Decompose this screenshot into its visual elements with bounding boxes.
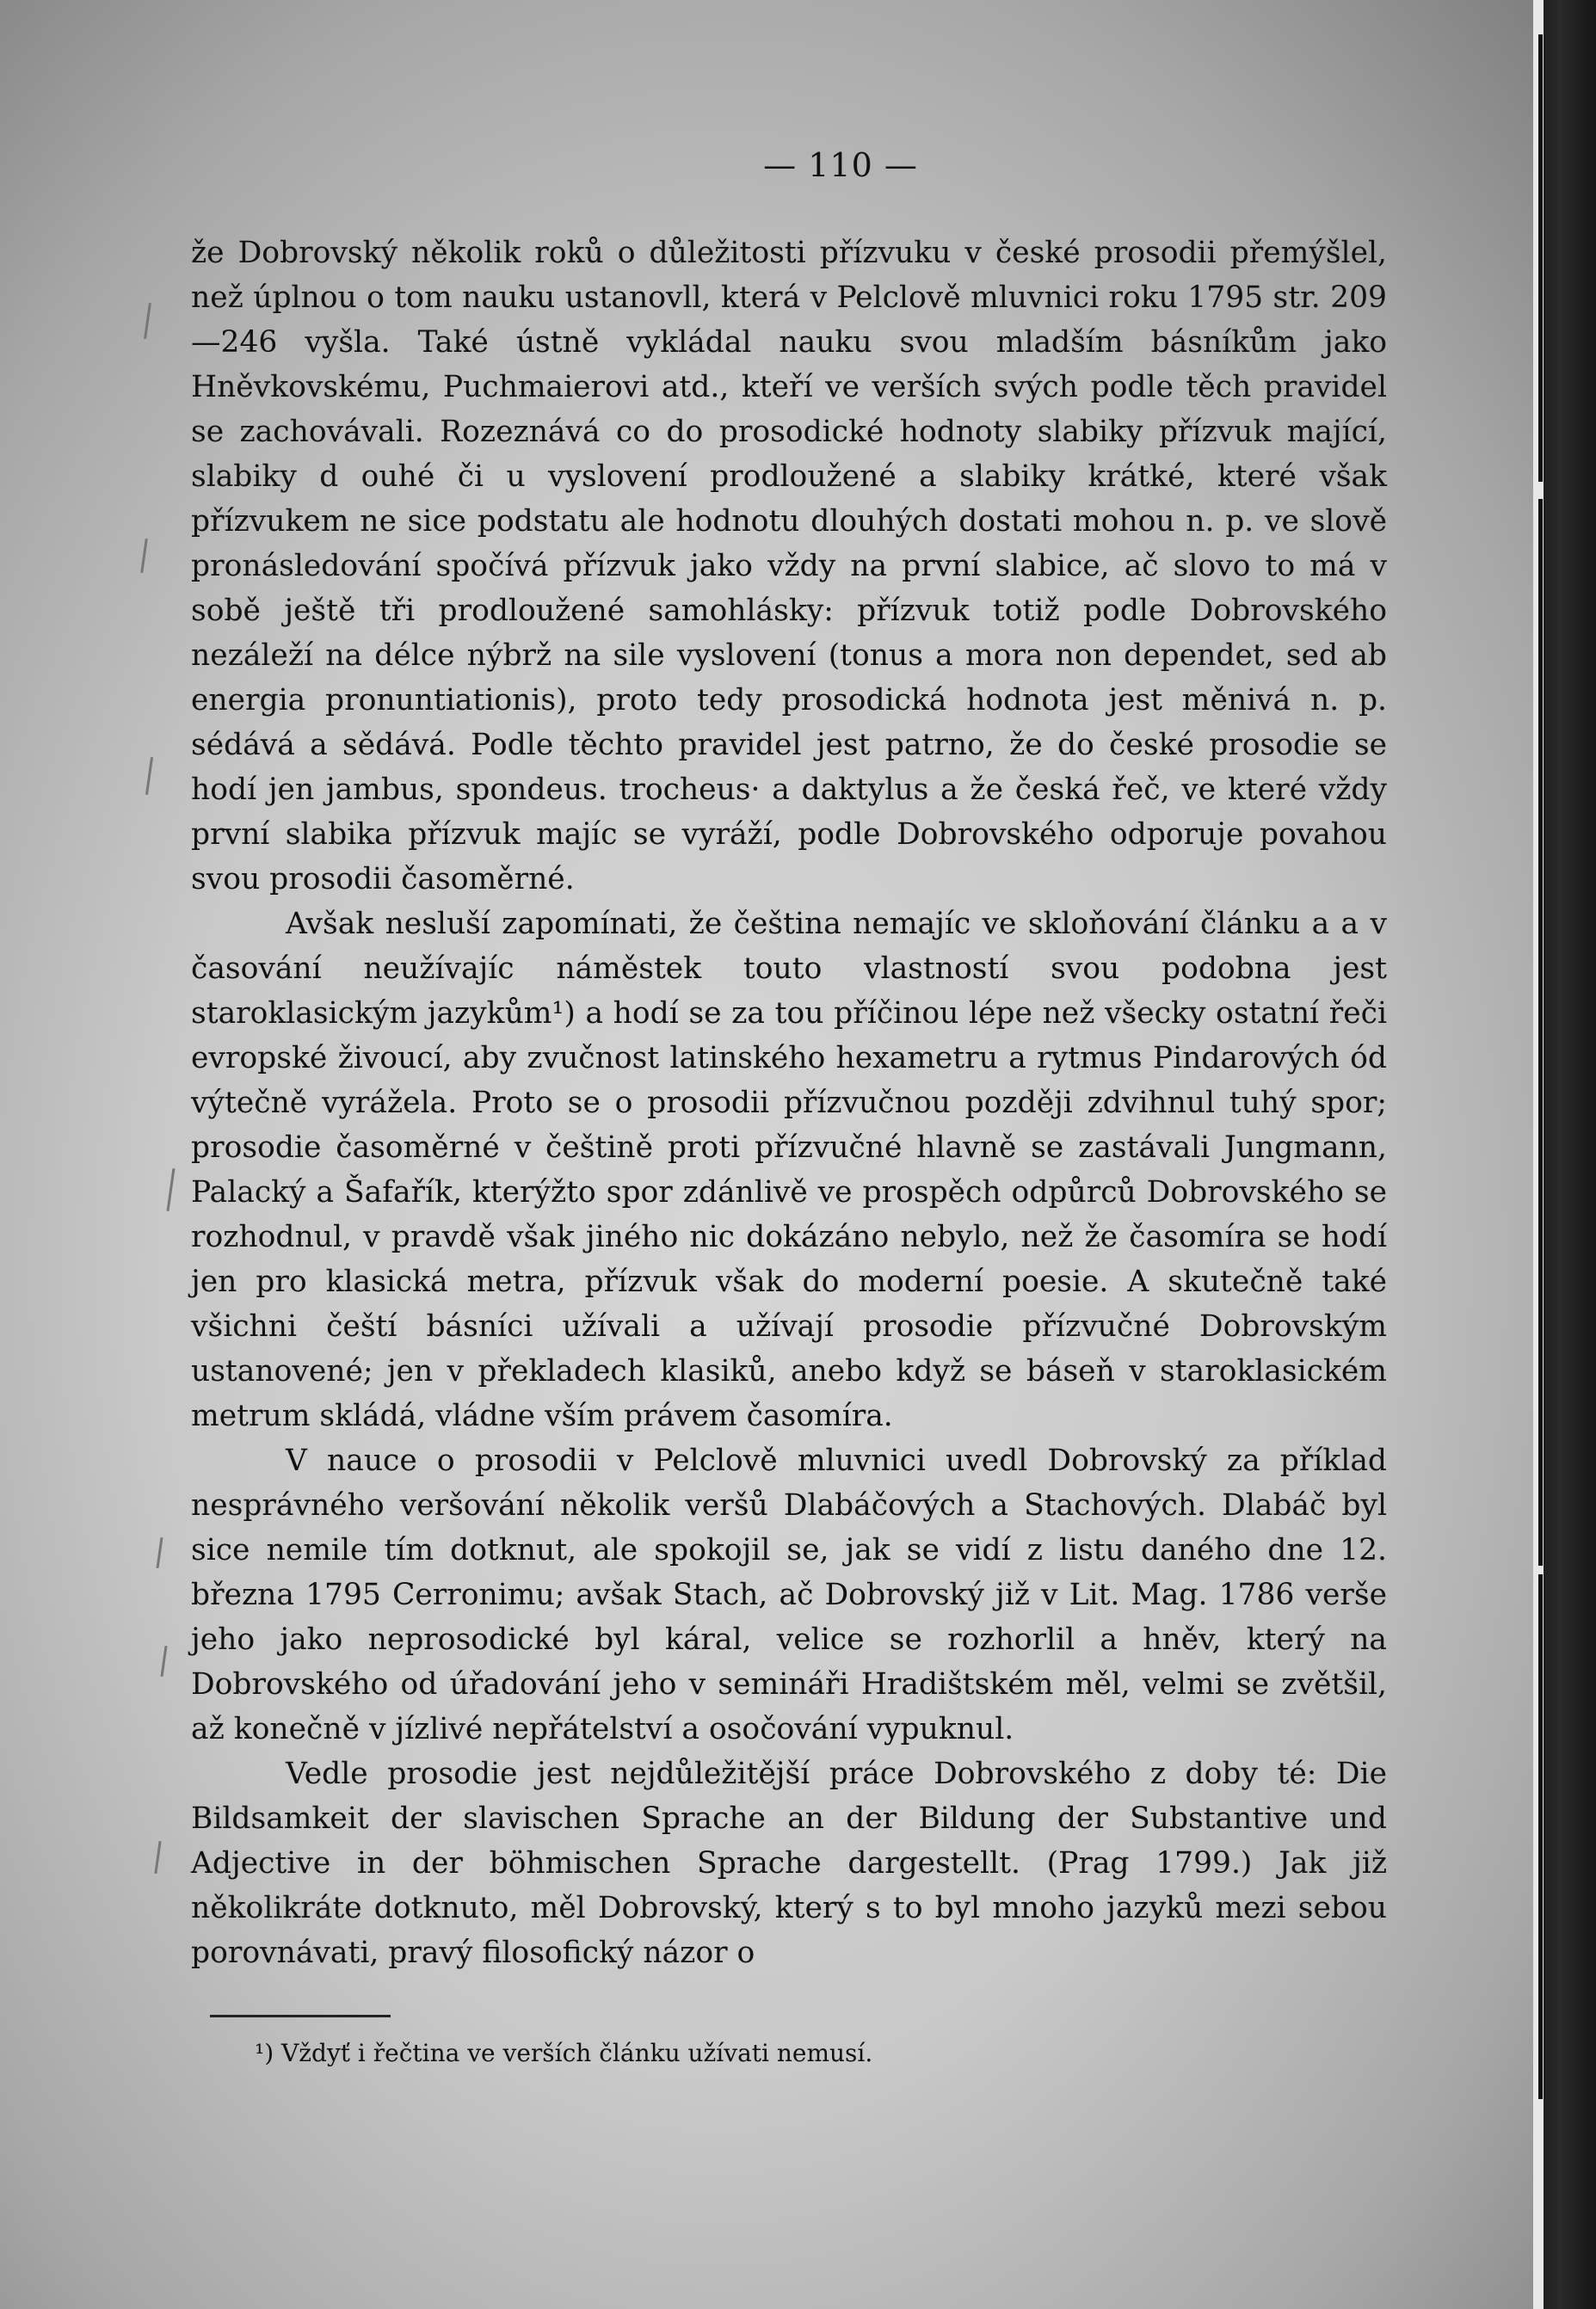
paragraph: V nauce o prosodii v Pelclově mluvnici uvedl Dobrovský za příklad nesprávného veršování několik veršů Dlabáčových a Stachových. Dlabáč byl sice nemile tím dotknut, ale spokojil se, jak se vidí z listu daného dne 12. března 1795 Cerronimu; avšak Stach, ač Dobrovský již v Lit. Mag. 1786 verše jeho jako neprosodické byl káral, velice se rozhorlil a hněv, který na Dobrovského od úřadování jeho v semináři Hradištském měl, velmi se zvětšil, až konečně v jízlivé nepřátelství a osočování vypuknul. xyxy=(191,1444,1387,1746)
margin-rule-middle xyxy=(1538,499,1543,1566)
body-text xyxy=(191,231,1387,1975)
margin-rule-bottom xyxy=(1538,1574,1543,2099)
footnote: ¹) Vždyť i řečtina ve verších článku užívati nemusí. xyxy=(255,2039,873,2067)
paragraph: že Dobrovský několik roků o důležitosti přízvuku v české prosodii přemýšlel, než úplnou o tom nauku ustanovll, která v Pelclově mluvnici roku 1795 str. 209—246 vyšla. Také ústně vykládal nauku svou mladším básníkům jako Hněvkovskému, Puchmaierovi atd., kteří ve verších svých podle těch pravidel se zachovávali. Rozeznává co do prosodické hodnoty slabiky přízvuk mající, slabiky d ouhé či u vyslovení prodloužené a slabiky krátké, které však přízvukem ne sice podstatu ale hodnotu dlouhých dostati mohou n. p. ve slově pronásledování spočívá přízvuk jako vždy na první slabice, ač slovo to má v sobě ještě tři prodloužené samohlásky: přízvuk totiž podle Dobrovského nezáleží na délce nýbrž na sile vyslovení (tonus a mora non dependet, sed ab energia pronuntiationis), proto tedy prosodická hodnota jest měnivá n. p. sédává a sědává. Podle těchto pravidel jest patrno, že do české prosodie se hodí jen jambus, spondeus. trocheus· a daktylus a že česká řeč, ve které vždy první slabika přízvuk majíc se vyráží, podle Dobrovského odporuje povahou svou prosodii časoměrné. xyxy=(191,236,1387,896)
book-edge xyxy=(1536,0,1596,2309)
margin-rule-top xyxy=(1538,34,1543,482)
page-number: — 110 — xyxy=(763,146,918,184)
book-page xyxy=(191,146,1387,2071)
paragraph: Vedle prosodie jest nejdůležitější práce Dobrovského z doby té: Die Bildsamkeit der slavischen Sprache an der Bildung der Substantive und Adjective in der böhmischen Sprache dargestellt. (Prag 1799.) Jak již několikráte dotknuto, měl Dobrovský, který s to byl mnoho jazyků mezi sebou porovnávati, pravý filosofický názor o xyxy=(191,1757,1387,1970)
footnote-divider xyxy=(210,2015,391,2017)
paragraph: Avšak nesluší zapomínati, že čeština nemajíc ve skloňování článku a a v časování neužívajíc náměstek touto vlastností svou podobna jest staroklasickým jazykům¹) a hodí se za tou příčinou lépe než všecky ostatní řeči evropské živoucí, aby zvučnost latinského hexametru a rytmus Pindarových ód výtečně vyrážela. Proto se o prosodii přízvučnou později zdvihnul tuhý spor; prosodie časoměrné v češtině proti přízvučné hlavně se zastávali Jungmann, Palacký a Šafařík, kterýžto spor zdánlivě ve prospěch odpůrců Dobrovského se rozhodnul, v pravdě však jiného nic dokázáno nebylo, než že časomíra se hodí jen pro klasická metra, přízvuk však do moderní poesie. A skutečně také všichni čeští básníci užívali a užívají prosodie přízvučné Dobrovským ustanovené; jen v překladech klasiků, anebo když se báseň v staroklasickém metrum skládá, vládne vším právem časomíra. xyxy=(191,907,1387,1433)
